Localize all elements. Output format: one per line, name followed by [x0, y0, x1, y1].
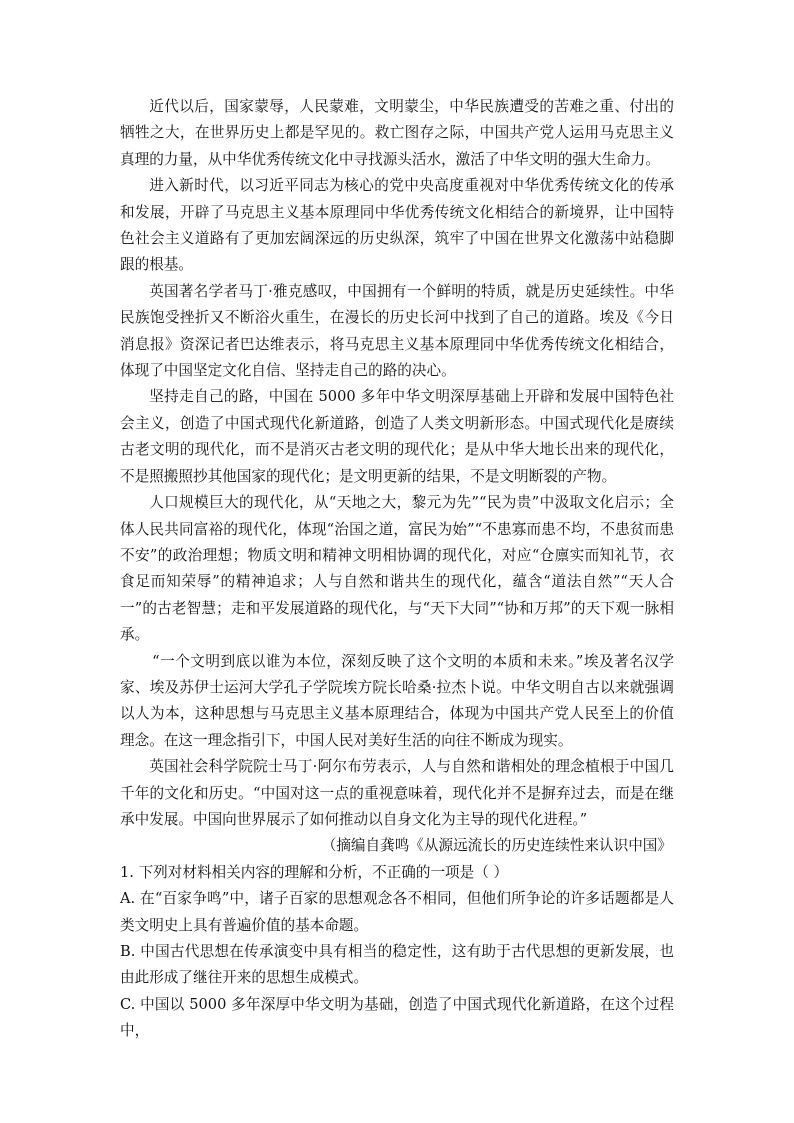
option-b: B. 中国古代思想在传承演变中具有相当的稳定性，这有助于古代思想的更新发展，也由此形成了继往开来的思想生成模式。	[120, 943, 674, 987]
paragraph-6: “一个文明到底以谁为本位，深刻反映了这个文明的本质和未来。”埃及著名汉学家、埃及苏伊士运河大学孔子学院埃方院长哈桑·拉杰卜说。中华文明自古以来就强调以人为本，这种思想与马克思主义基本原理结合，体现为中国共产党人民至上的价值理念。在这一理念指引下，中国人民对美好生活的向往不断成为现实。	[120, 652, 674, 749]
option-c: C. 中国以 5000 多年深厚中华文明为基础，创造了中国式现代化新道路，在这个过程中，	[120, 995, 674, 1040]
paragraph-1: 近代以后，国家蒙辱，人民蒙难，文明蒙尘，中华民族遭受的苦难之重、付出的牺牲之大，在世界历史上都是罕见的。救亡图存之际，中国共产党人运用马克思主义真理的力量，从中华优秀传统文化中寻找源头活水，激活了中华文明的强大生命力。	[120, 98, 674, 168]
paragraph-7: 英国社会科学院院士马丁·阿尔布劳表示，人与自然和谐相处的理念植根于中国几千年的文化和历史。“中国对这一点的重视意味着，现代化并不是摒弃过去，而是在继承中发展。中国向世界展示了如何推动以自身文化为主导的现代化进程。”	[120, 758, 674, 828]
question-stem: 1. 下列对材料相关内容的理解和分析，不正确的一项是（ ）	[120, 863, 509, 881]
paragraph-2: 进入新时代，以习近平同志为核心的党中央高度重视对中华优秀传统文化的传承和发展，开辟了马克思主义基本原理同中华优秀传统文化相结合的新境界，让中国特色社会主义道路有了更加宏阔深远的历史纵深，筑牢了中国在世界文化激荡中站稳脚跟的根基。	[120, 177, 674, 274]
paragraph-4: 坚持走自己的路，中国在 5000 多年中华文明深厚基础上开辟和发展中国特色社会主义，创造了中国式现代化新道路，创造了人类文明新形态。中国式现代化是赓续古老文明的现代化，而不是消灭古老文明的现代化；是从中华大地长出来的现代化，不是照搬照抄其他国家的现代化；是文明更新的结果，不是文明断裂的产物。	[120, 388, 674, 485]
option-a: A. 在“百家争鸣”中，诸子百家的思想观念各不相同，但他们所争论的许多话题都是人类文明史上具有普遍价值的基本命题。	[120, 890, 674, 934]
paragraph-3: 英国著名学者马丁·雅克感叹，中国拥有一个鲜明的特质，就是历史延续性。中华民族饱受挫折又不断浴火重生，在漫长的历史长河中找到了自己的道路。埃及《今日消息报》资深记者巴达维表示，将马克思主义基本原理同中华优秀传统文化相结合，体现了中国坚定文化自信、坚持走自己的路的决心。	[120, 282, 674, 380]
paragraph-5: 人口规模巨大的现代化，从“天地之大，黎元为先”“民为贵”中汲取文化启示；全体人民共同富裕的现代化，体现“治国之道，富民为始”“不患寡而患不均，不患贫而患不安”的政治理想；物质文明和精神文明相协调的现代化，对应“仓廪实而知礼节，衣食足而知荣辱”的精神追求；人与自然和谐共生的现代化，蕴含“道法自然”“天人合一”的古老智慧；走和平发展道路的现代化，与“天下大同”“协和万邦”的天下观一脉相承。	[120, 494, 674, 644]
document-page	[120, 94, 674, 1045]
source-citation: （摘编自龚鸣《从源远流长的历史连续性来认识中国》	[321, 837, 672, 855]
